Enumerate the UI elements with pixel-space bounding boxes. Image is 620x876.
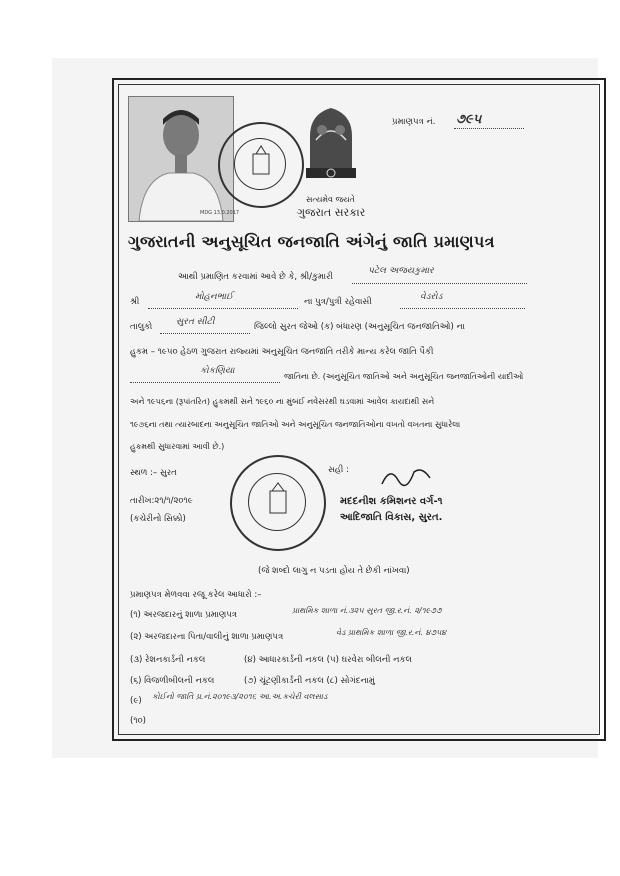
basis-item-1-label: (૧) અરજદારનું શાળા પ્રમાણપત્ર: [130, 610, 237, 620]
body-line-8: હુકમથી સુધારવામાં આવી છે.): [130, 442, 225, 451]
basis-item-5-value: કોઈનો જાતિ પ્ર.નં.૨૦૧૯૩/૨૦૧૬ આ.અ.કચેરી વલસાડ: [152, 692, 328, 701]
basis-item-2-value: વેડ પ્રાથમિક શાળા જી.ર.નં. ૪૭૫૪: [336, 628, 447, 637]
taluka-underline: [160, 333, 250, 334]
national-emblem-icon: [296, 100, 366, 195]
taluka-name: સુરત સીટી: [176, 317, 215, 327]
certificate-title: ગુજરાતની અનુસૂચિત જનજાતિ અંગેનું જાતિ પ્રમાણપત્ર: [128, 232, 495, 251]
basis-item-4-label: (૬) વિજળીબીલની નકલ: [130, 676, 215, 686]
basis-item-4-value: (૭) ચૂંટણીકાર્ડની નકલ (૮) સોગંદનામું: [244, 676, 375, 686]
certificate-number-value: ૭૯૫: [456, 112, 482, 127]
place-label: સ્થળ :– સુરત: [130, 468, 177, 478]
body-line-4: હુકમ – ૧૯૫૦ હેઠળ ગુજરાત રાજ્યમાં અનુસૂચિત જનજાતિ તરીકે માન્ય કરેલ જાતિ પૈકી: [130, 347, 434, 357]
body-line-2-prefix: શ્રી: [130, 297, 140, 307]
body-line-6: અને ૧૯૫૬ના (રૂપાંતરિત) હુકમથી સને ૧૯૬૦ ના મુંબઈ નવેસરથી ઘડવામાં આવેલ કાયદાથી સને: [130, 397, 435, 406]
signature-label: સહી :: [328, 465, 349, 475]
body-line-3: જિલ્લો સુરત જેઓ (ક) બંધારણ (અનુસૂચિત જનજાતિઓ) ના: [254, 322, 465, 332]
body-line-3-prefix: તાલુકો: [130, 322, 153, 332]
basis-item-10-label: (૧૦): [130, 716, 146, 726]
official-stamp-top: [218, 122, 304, 208]
body-line-5: જાતિના છે. (અનુસૂચિત જાતિઓ અને અનુસૂચિત જનજાતિઓની યાદીઓ: [284, 372, 524, 381]
village-name: વેડરોડ: [420, 292, 443, 302]
caste-underline: [130, 382, 280, 383]
strike-note: (જે શબ્દો લાગુ ન પડતા હોય તે છેકી નાંખવા): [258, 566, 410, 576]
signatory-office: આદિજાતિ વિકાસ, સુરત.: [340, 512, 443, 523]
photo-caption: MDG 13.0.2017: [200, 210, 240, 216]
certificate-number-label: પ્રમાણપત્ર નં.: [392, 117, 436, 127]
basis-item-5-label: (૯): [130, 696, 142, 706]
basis-item-3-value: (૪) આધારકાર્ડની નકલ (૫) ઘરવેરા બીલની નકલ: [244, 655, 412, 665]
applicant-name: પટેલ અજયકુમાર: [368, 266, 434, 276]
signatory-title: મદદનીશ કમિશનર વર્ગ-૧: [340, 496, 443, 507]
body-line-1: આથી પ્રમાણિત કરવામાં આવે છે કે, શ્રી/કુમારી: [178, 272, 333, 282]
official-stamp-bottom: [230, 455, 326, 551]
emblem-motto: સત્યમેવ જયતે: [306, 195, 355, 204]
father-underline: [148, 308, 298, 309]
body-line-7: ૧૯૭૬ના તથા ત્યારબાદના અનુસૂચિત જાતિઓ અને અનુસૂચિત જનજાતિઓના વખતો વખતના સુધારેલા: [130, 420, 461, 429]
body-line-2-mid: ના પુત્ર/પુત્રી રહેવાસી: [304, 297, 372, 307]
basis-item-2-label: (૨) અરજદારના પિતા/વાલીનું શાળા પ્રમાણપત્ર: [130, 632, 284, 642]
date-label: તારીખ:૨૧/૧/૨૦૧૯: [130, 496, 193, 506]
office-seal-label: (કચેરીનો સિક્કો): [130, 514, 186, 524]
number-underline: [454, 128, 524, 129]
government-name: ગુજરાત સરકાર: [297, 206, 366, 219]
basis-item-3-label: (૩) રેશનકાર્ડની નકલ: [130, 655, 206, 665]
basis-item-1-value: પ્રાથમિક શાળા નં.૩૨૫ સુરત જી.ર.નં. ૨/૧૯૭૭: [292, 606, 442, 615]
basis-heading: પ્રમાણપત્ર મેળવવા રજૂ કરેલ આધારો :–: [130, 590, 262, 600]
caste-name: કોકણિયા: [200, 366, 235, 376]
signature-icon: [378, 462, 438, 494]
village-underline: [400, 308, 525, 309]
father-name: મોહનભાઈ: [195, 292, 234, 302]
name-underline: [352, 283, 527, 284]
